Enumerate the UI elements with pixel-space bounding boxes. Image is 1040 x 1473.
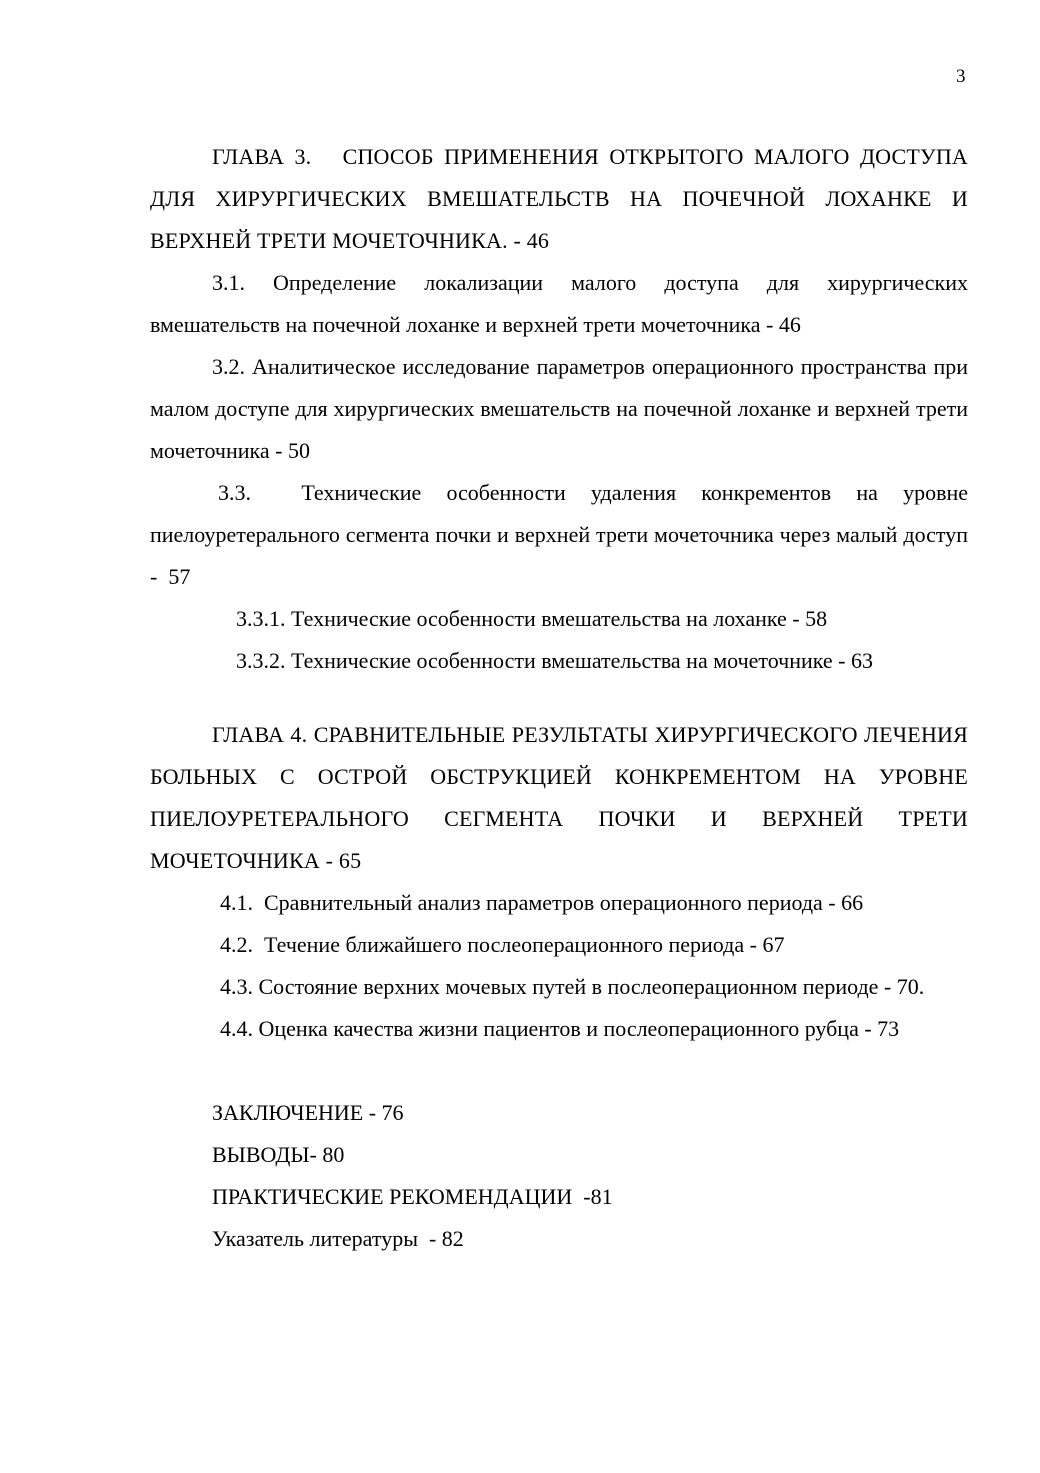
- toc-recommendations: ПРАКТИЧЕСКИЕ РЕКОМЕНДАЦИИ -81: [212, 1184, 613, 1209]
- chapter-3-title: ГЛАВА 3. СПОСОБ ПРИМЕНЕНИЯ ОТКРЫТОГО МАЛОГО ДОСТУПА ДЛЯ ХИРУРГИЧЕСКИХ ВМЕШАТЕЛЬСТВ НА ПОЧЕЧНОЙ ЛОХАНКЕ И ВЕРХНЕЙ ТРЕТИ МОЧЕТОЧНИКА. - 46: [150, 144, 974, 253]
- toc-findings: ВЫВОДЫ- 80: [212, 1142, 345, 1167]
- toc-item-3-3-1: 3.3.1. Технические особенности вмешательства на лоханке - 58: [236, 606, 828, 631]
- section-gap: [150, 1050, 968, 1092]
- table-of-contents: [150, 136, 974, 1260]
- toc-item-4-4: 4.4. Оценка качества жизни пациентов и послеоперационного рубца - 73: [220, 1016, 900, 1041]
- toc-item-3-3: 3.3. Технические особенности удаления конкрементов на уровне пиелоуретерального сегмента почки и верхней трети мочеточника через малый доступ - 57: [150, 480, 974, 589]
- page-number: 3: [956, 66, 966, 87]
- toc-item-4-1: 4.1. Сравнительный анализ параметров операционного периода - 66: [220, 890, 864, 915]
- toc-item-3-2: 3.2. Аналитическое исследование параметров операционного пространства при малом доступе для хирургических вмешательств на почечной лоханке и верхней трети мочеточника - 50: [150, 354, 968, 463]
- toc-item-3-1: 3.1. Определение локализации малого доступа для хирургических вмешательств на почечной лоханке и верхней трети мочеточника - 46: [150, 270, 968, 337]
- toc-item-4-2: 4.2. Течение ближайшего послеоперационного периода - 67: [220, 932, 785, 957]
- chapter-4-title: ГЛАВА 4. СРАВНИТЕЛЬНЫЕ РЕЗУЛЬТАТЫ ХИРУРГИЧЕСКОГО ЛЕЧЕНИЯ БОЛЬНЫХ С ОСТРОЙ ОБСТРУКЦИЕЙ КОНКРЕМЕНТОМ НА УРОВНЕ ПИЕЛОУРЕТЕРАЛЬНОГО СЕГМЕНТА ПОЧКИ И ВЕРХНЕЙ ТРЕТИ МОЧЕТОЧНИКА - 65: [150, 722, 968, 873]
- section-gap: [150, 682, 968, 714]
- toc-item-3-3-2: 3.3.2. Технические особенности вмешательства на мочеточнике - 63: [236, 648, 874, 673]
- toc-references: Указатель литературы - 82: [212, 1226, 464, 1251]
- toc-conclusion: ЗАКЛЮЧЕНИЕ - 76: [212, 1100, 404, 1125]
- toc-item-4-3: 4.3. Состояние верхних мочевых путей в послеоперационном периоде - 70.: [220, 974, 925, 999]
